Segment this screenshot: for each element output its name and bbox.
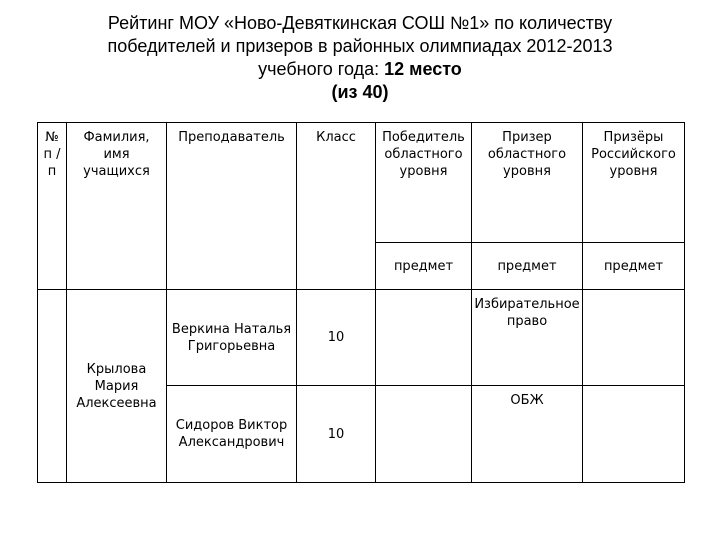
teacher-cell: Веркина Наталья Григорьевна: [167, 290, 297, 386]
title-line-1: Рейтинг МОУ «Ново-Девяткинская СОШ №1» по количеству: [107, 13, 613, 33]
student-name-cell: Крылова Мария Алексеевна: [67, 290, 167, 483]
student-num-cell: [38, 290, 67, 483]
rank-total: (из 40): [331, 82, 389, 102]
rank-place: 12 место: [384, 59, 462, 79]
rating-table: [37, 122, 685, 483]
title-line-3-prefix: учебного года:: [258, 59, 385, 79]
header-class: Класс: [297, 123, 376, 290]
table-row: [38, 290, 685, 386]
header-teacher: Преподаватель: [167, 123, 297, 290]
russia-prize-cell: [583, 290, 685, 386]
regional-winner-cell: [376, 386, 472, 483]
class-cell: 10: [297, 290, 376, 386]
title-line-2: победителей и призеров в районных олимпиадах 2012-2013: [107, 36, 613, 56]
regional-prize-cell: ОБЖ: [472, 386, 583, 483]
header-regional-winner: Победитель областного уровня: [376, 123, 472, 243]
class-cell: 10: [297, 386, 376, 483]
title-line-4: [40, 81, 680, 104]
subheader-regional-prize: предмет: [472, 243, 583, 290]
header-num: № п /п: [38, 123, 67, 290]
subheader-regional-winner: предмет: [376, 243, 472, 290]
title-line-3: [40, 58, 680, 81]
header-row: [38, 123, 685, 243]
header-name: Фамилия, имя учащихся: [67, 123, 167, 290]
regional-prize-cell: Избирательное право: [472, 290, 583, 386]
header-regional-prize: Призер областного уровня: [472, 123, 583, 243]
regional-winner-cell: [376, 290, 472, 386]
russia-prize-cell: [583, 386, 685, 483]
page-title: [40, 12, 680, 104]
teacher-cell: Сидоров Виктор Александрович: [167, 386, 297, 483]
subheader-russia-prize: предмет: [583, 243, 685, 290]
header-russia-prize: Призёры Российского уровня: [583, 123, 685, 243]
